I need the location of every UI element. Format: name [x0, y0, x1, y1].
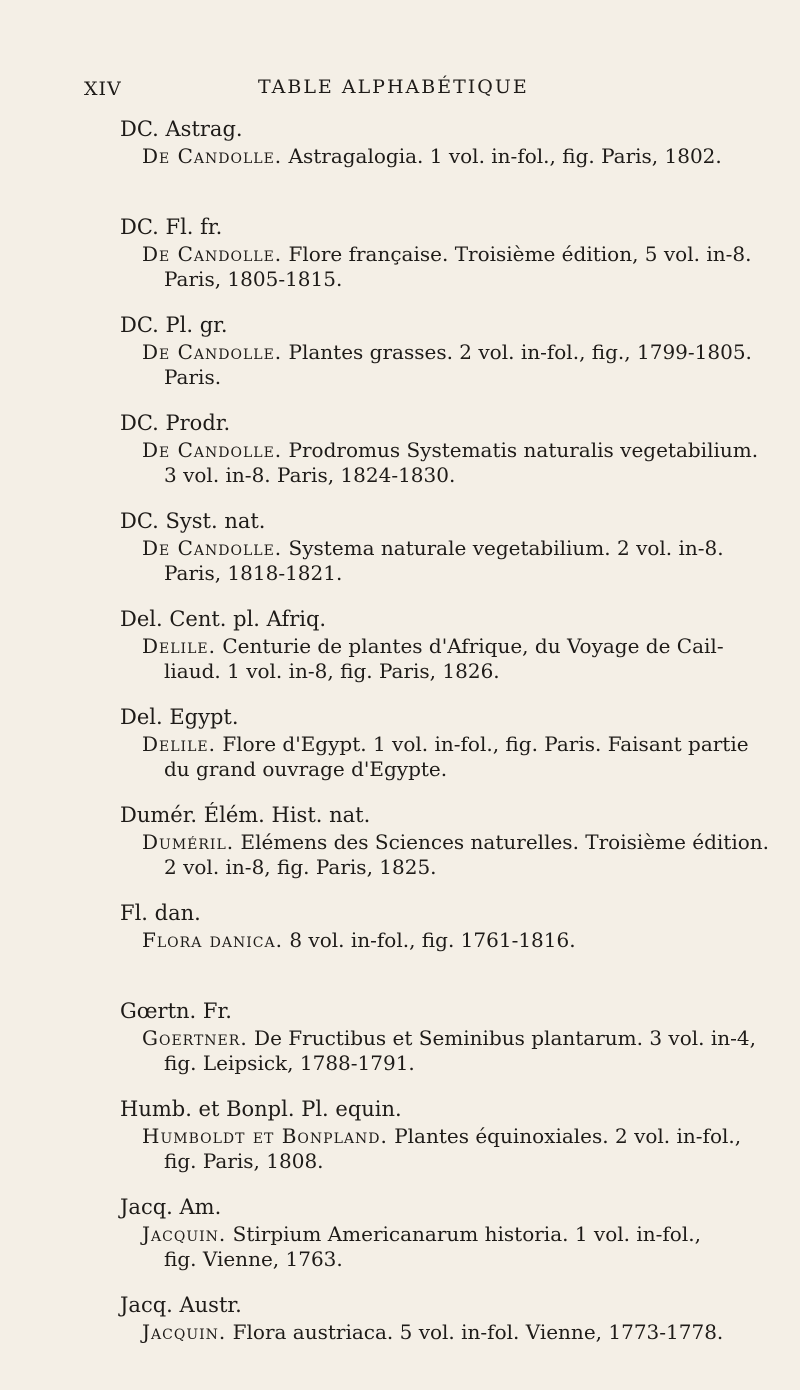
entry-reference — [142, 438, 759, 488]
entry-author: Flora danica. — [142, 928, 283, 952]
entry-text-line: Stirpium Americanarum historia. 1 vol. in-fol., — [232, 1222, 701, 1246]
entry-text-line: du grand ouvrage d'Egypte. — [164, 757, 448, 781]
entry-text-line: Astragalogia. 1 vol. in-fol., fig. Paris, 1802. — [288, 144, 722, 168]
bibliography-entry — [120, 508, 740, 606]
entry-text-line: Paris, 1818-1821. — [164, 561, 343, 585]
entry-text-line: Systema naturale vegetabilium. 2 vol. in-8. — [288, 536, 724, 560]
entry-author: De Candolle. — [142, 242, 283, 266]
entry-author: De Candolle. — [142, 340, 283, 364]
entry-text-line: fig. Leipsick, 1788-1791. — [164, 1051, 415, 1075]
entry-reference — [142, 1124, 740, 1174]
entry-abbreviation: Gœrtn. Fr. — [120, 999, 232, 1023]
bibliography-entry — [120, 1194, 740, 1292]
entry-author: Jacquin. — [142, 1320, 227, 1344]
bibliography-entry — [120, 900, 740, 998]
bibliography-entry — [120, 1096, 740, 1194]
entry-author: De Candolle. — [142, 438, 283, 462]
entry-reference — [142, 732, 749, 782]
entry-abbreviation: DC. Prodr. — [120, 411, 231, 435]
page-number: XIV — [84, 78, 122, 100]
bibliography-entry — [120, 410, 759, 508]
entry-author: Humboldt et Bonpland. — [142, 1124, 388, 1148]
entry-reference — [142, 928, 740, 953]
entry-author: Jacquin. — [142, 1222, 227, 1246]
bibliography-entry — [120, 1292, 740, 1390]
entry-author: Delile. — [142, 732, 216, 756]
entry-text-line: fig. Vienne, 1763. — [164, 1247, 343, 1271]
entry-text-line: Paris. — [164, 365, 222, 389]
entry-author: Duméril. — [142, 830, 235, 854]
entry-abbreviation: Del. Egypt. — [120, 705, 239, 729]
entry-text-line: Plantes équinoxiales. 2 vol. in-fol., — [394, 1124, 742, 1148]
entry-author: De Candolle. — [142, 144, 283, 168]
entry-text-line: fig. Paris, 1808. — [164, 1149, 324, 1173]
bibliography-entry — [120, 116, 740, 214]
entry-abbreviation: Jacq. Am. — [120, 1195, 222, 1219]
entry-abbreviation: Dumér. Élém. Hist. nat. — [120, 803, 371, 827]
bibliography-entry — [120, 214, 752, 312]
entry-abbreviation: Fl. dan. — [120, 901, 201, 925]
bibliography-entry — [120, 312, 752, 410]
entry-text-line: Prodromus Systematis naturalis vegetabilium. — [288, 438, 759, 462]
entry-text-line: Plantes grasses. 2 vol. in-fol., fig., 1799-1805. — [288, 340, 752, 364]
entry-text-line: Flore d'Egypt. 1 vol. in-fol., fig. Paris. Faisant partie — [222, 732, 749, 756]
entry-abbreviation: DC. Fl. fr. — [120, 215, 223, 239]
entry-text-line: liaud. 1 vol. in-8, fig. Paris, 1826. — [164, 659, 500, 683]
entry-abbreviation: Jacq. Austr. — [120, 1293, 242, 1317]
entry-reference — [142, 1026, 756, 1076]
bibliography-entry — [120, 606, 740, 704]
entry-reference — [142, 1222, 740, 1272]
entry-reference — [142, 1320, 740, 1345]
running-title: TABLE ALPHABÉTIQUE — [258, 76, 529, 98]
entry-author: Delile. — [142, 634, 216, 658]
entry-text-line: Flora austriaca. 5 vol. in-fol. Vienne, 1773-1778. — [232, 1320, 724, 1344]
entry-text-line: 3 vol. in-8. Paris, 1824-1830. — [164, 463, 456, 487]
entry-abbreviation: DC. Astrag. — [120, 117, 243, 141]
entry-reference — [142, 340, 752, 390]
entry-reference — [142, 830, 770, 880]
entry-reference — [142, 144, 740, 169]
entry-abbreviation: Humb. et Bonpl. Pl. equin. — [120, 1097, 402, 1121]
entry-author: Goertner. — [142, 1026, 248, 1050]
bibliography-entry — [120, 704, 749, 802]
entry-abbreviation: DC. Syst. nat. — [120, 509, 266, 533]
entry-reference — [142, 634, 740, 684]
entry-text-line: Centurie de plantes d'Afrique, du Voyage de Cail- — [222, 634, 724, 658]
entry-author: De Candolle. — [142, 536, 283, 560]
entry-reference — [142, 242, 752, 292]
entry-reference — [142, 536, 740, 586]
entry-text-line: 2 vol. in-8, fig. Paris, 1825. — [164, 855, 437, 879]
entry-text-line: De Fructibus et Seminibus plantarum. 3 vol. in-4, — [254, 1026, 756, 1050]
entry-text-line: Elémens des Sciences naturelles. Troisième édition. — [240, 830, 770, 854]
entry-text-line: Paris, 1805-1815. — [164, 267, 343, 291]
entry-abbreviation: DC. Pl. gr. — [120, 313, 228, 337]
bibliography-entry — [120, 998, 756, 1096]
bibliography-entry — [120, 802, 770, 900]
entry-text-line: 8 vol. in-fol., fig. 1761-1816. — [289, 928, 576, 952]
entry-abbreviation: Del. Cent. pl. Afriq. — [120, 607, 327, 631]
bibliography-list — [120, 116, 770, 1390]
entry-text-line: Flore française. Troisième édition, 5 vol. in-8. — [288, 242, 752, 266]
